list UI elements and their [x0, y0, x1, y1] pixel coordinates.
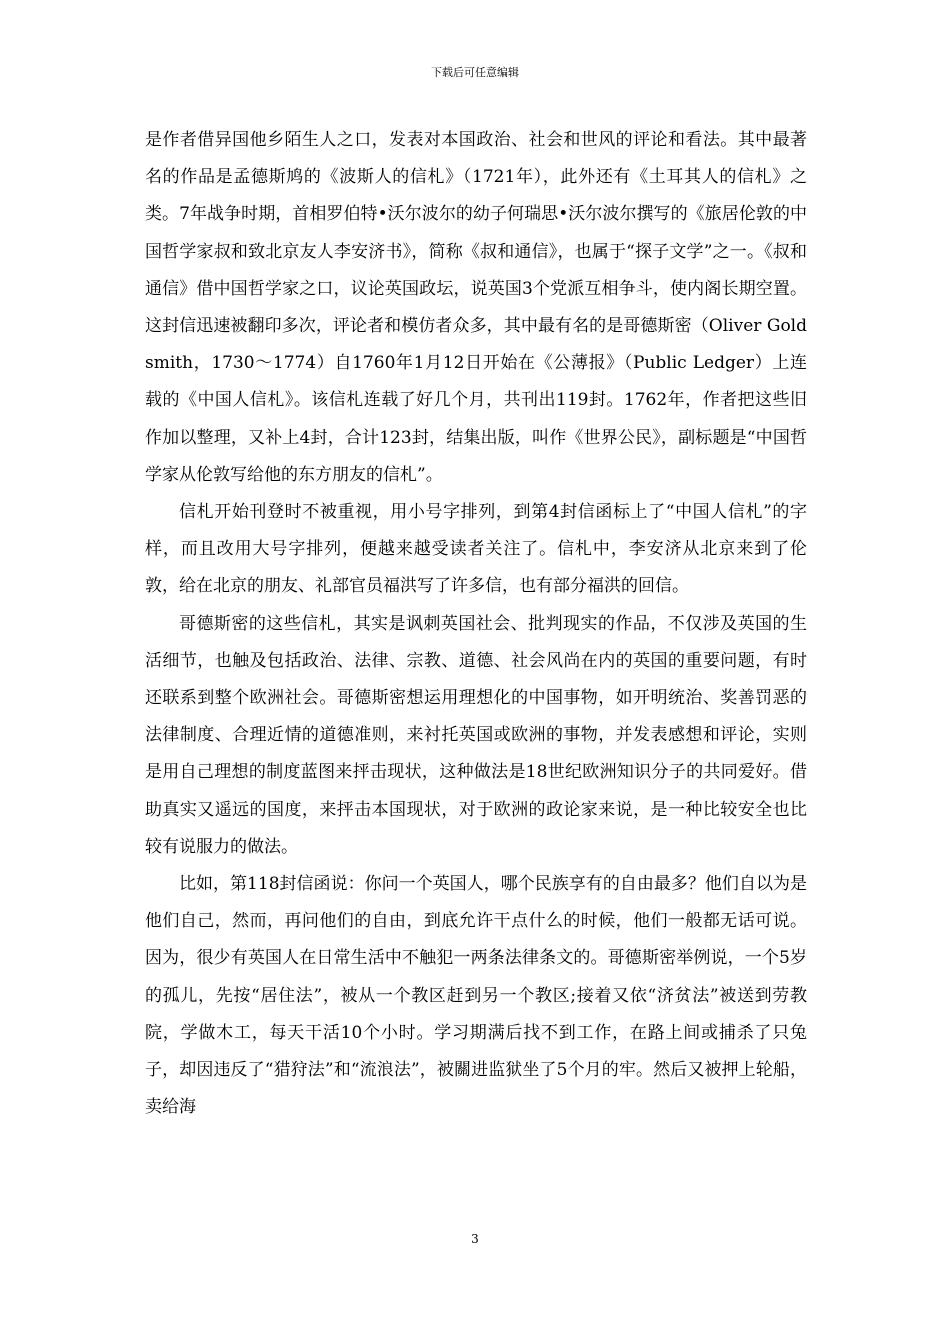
page-header: 下载后可任意编辑	[431, 66, 519, 79]
paragraph: 比如，第118封信函说：你问一个英国人，哪个民族享有的自由最多？他们自以为是他们自己，然而，再问他们的自由，到底允许干点什么的时候，他们一般都无话可说。因为，很少有英国人在日常生活中不触犯一两条法律条文的。哥德斯密举例说，一个5岁的孤儿，先按“居住法”，被从一个教区赶到另一个教区;接着又依“济贫法”被送到劳教院，学做木工，每天干活10个小时。学习期满后找不到工作，在路上间或捕杀了只兔子，却因违反了“猎狩法”和“流浪法”，被關进监狱坐了5个月的牢。然后又被押上轮船，卖给海	[145, 874, 807, 1118]
paragraph-continued: 是作者借异国他乡陌生人之口，发表对本国政治、社会和世风的评论和看法。其中最著名的作品是孟德斯鸠的《波斯人的信札》（1721年），此外还有《土耳其人的信札》之类。7年战争时期，首相罗伯特•沃尔波尔的幼子何瑞思•沃尔波尔撰写的《旅居伦敦的中国哲学家叔和致北京友人李安济书》，简称《叔和通信》，也属于“探子文学”之一。《叔和通信》借中国哲学家之口，议论英国政坛，说英国3个党派互相争斗，使内阁长期空置。这封信迅速被翻印多次，评论者和模仿者众多，其中最有名的是哥德斯密（Oliver Goldsmith，1730～1774）自1760年1月12日开始在《公薄报》（Public Ledger）上连载的《中国人信札》。该信札连载了好几个月，共刊出119封。1762年，作者把这些旧作加以整理，又补上4封，合计123封，结集出版，叫作《世界公民》，副标题是“中国哲学家从伦敦写给他的东方朋友的信札”。	[145, 130, 807, 485]
page-number: 3	[471, 1232, 479, 1246]
paragraph: 哥德斯密的这些信札，其实是讽刺英国社会、批判现实的作品，不仅涉及英国的生活细节，也触及包括政治、法律、宗教、道德、社会风尚在内的英国的重要问题，有时还联系到整个欧洲社会。哥德斯密想运用理想化的中国事物，如开明统治、奖善罚恶的法律制度、合理近情的道德准则，来衬托英国或欧洲的事物，并发表感想和评论，实则是用自己理想的制度蓝图来抨击现状，这种做法是18世纪欧洲知识分子的共同爱好。借助真实又遥远的国度，来抨击本国现状，对于欧洲的政论家来说，是一种比较安全也比较有说服力的做法。	[145, 613, 807, 857]
paragraph: 信札开始刊登时不被重视，用小号字排列，到第4封信函标上了“中国人信札”的字样，而且改用大号字排列，便越来越受读者关注了。信札中，李安济从北京来到了伦敦，给在北京的朋友、礼部官员福洪写了许多信，也有部分福洪的回信。	[145, 502, 807, 597]
document-body	[145, 122, 807, 1126]
